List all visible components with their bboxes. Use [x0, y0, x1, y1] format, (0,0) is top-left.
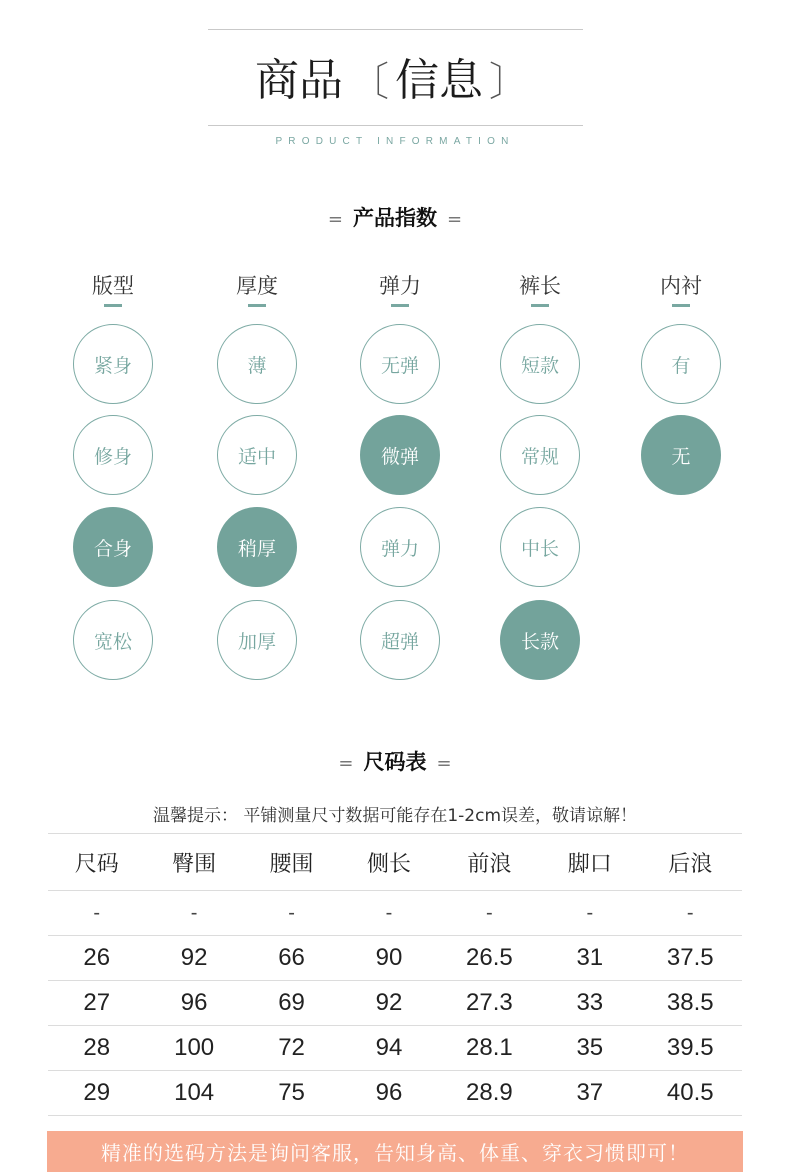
table-cell: 75 [243, 1071, 340, 1116]
index-option-selected: 合身 [73, 507, 153, 587]
table-cell: 39.5 [639, 1026, 742, 1071]
index-option: 超弹 [360, 600, 440, 680]
table-cell: 37.5 [639, 936, 742, 981]
table-cell: 92 [340, 981, 437, 1026]
divider-top [208, 29, 583, 30]
table-cell: 33 [541, 981, 638, 1026]
index-column-label: 厚度 [236, 274, 278, 298]
table-cell: 37 [541, 1071, 638, 1116]
index-column-label: 版型 [92, 274, 134, 298]
size-column-header: 脚口 [541, 834, 638, 891]
size-column-header: 尺码 [48, 834, 145, 891]
table-cell: - [340, 891, 437, 936]
table-cell: 96 [145, 981, 242, 1026]
table-cell: 72 [243, 1026, 340, 1071]
page-title [0, 52, 790, 111]
table-cell: 27 [48, 981, 145, 1026]
table-cell: - [438, 891, 541, 936]
index-column-label: 裤长 [519, 274, 561, 298]
table-cell: - [145, 891, 242, 936]
table-cell: 96 [340, 1071, 437, 1116]
size-column-header: 前浪 [438, 834, 541, 891]
eq-right: = [436, 753, 452, 774]
table-cell: 28 [48, 1026, 145, 1071]
index-option: 加厚 [217, 600, 297, 680]
table-cell: - [541, 891, 638, 936]
size-column-header: 后浪 [639, 834, 742, 891]
column-underline [531, 304, 549, 307]
title-left: 商品 [255, 55, 343, 106]
index-option: 适中 [217, 415, 297, 495]
table-cell: 26.5 [438, 936, 541, 981]
index-option-selected: 长款 [500, 600, 580, 680]
table-cell: 28.9 [438, 1071, 541, 1116]
table-cell: - [48, 891, 145, 936]
table-row [48, 1071, 742, 1116]
product-index-heading [0, 202, 790, 232]
column-underline [104, 304, 122, 307]
size-table [48, 833, 742, 1116]
table-cell: 28.1 [438, 1026, 541, 1071]
index-option: 短款 [500, 324, 580, 404]
table-cell: 100 [145, 1026, 242, 1071]
index-option-selected: 无 [641, 415, 721, 495]
column-underline [391, 304, 409, 307]
bracket-close: 〕 [489, 59, 529, 105]
index-option: 有 [641, 324, 721, 404]
index-option: 常规 [500, 415, 580, 495]
table-cell: 92 [145, 936, 242, 981]
table-cell: 26 [48, 936, 145, 981]
eq-left: = [338, 753, 354, 774]
table-cell: 31 [541, 936, 638, 981]
table-cell: - [243, 891, 340, 936]
size-chart-heading [0, 746, 790, 776]
table-cell: 40.5 [639, 1071, 742, 1116]
table-cell: 69 [243, 981, 340, 1026]
table-row [48, 981, 742, 1026]
eq-right: = [447, 209, 463, 230]
divider-bottom [208, 125, 583, 126]
size-column-header: 腰围 [243, 834, 340, 891]
measurement-tip: 温馨提示： 平铺测量尺寸数据可能存在1-2cm误差，敬请谅解！ [152, 806, 638, 826]
sizing-advice-banner: 精准的选码方法是询问客服，告知身高、体重、穿衣习惯即可！ [47, 1131, 743, 1172]
table-cell: 94 [340, 1026, 437, 1071]
size-table-header [48, 834, 742, 891]
table-row [48, 936, 742, 981]
index-option-selected: 微弹 [360, 415, 440, 495]
index-option: 弹力 [360, 507, 440, 587]
index-column-label: 内衬 [660, 274, 702, 298]
size-table-body [48, 891, 742, 1116]
index-option: 无弹 [360, 324, 440, 404]
table-cell: 27.3 [438, 981, 541, 1026]
index-option-selected: 稍厚 [217, 507, 297, 587]
table-row [48, 1026, 742, 1071]
table-cell: - [639, 891, 742, 936]
column-underline [248, 304, 266, 307]
index-column-label: 弹力 [379, 274, 421, 298]
product-index-title: 产品指数 [353, 206, 437, 230]
size-column-header: 臀围 [145, 834, 242, 891]
table-cell: 104 [145, 1071, 242, 1116]
table-cell: 66 [243, 936, 340, 981]
size-column-header: 侧长 [340, 834, 437, 891]
eq-left: = [327, 209, 343, 230]
table-cell: 38.5 [639, 981, 742, 1026]
table-row [48, 891, 742, 936]
index-option: 宽松 [73, 600, 153, 680]
bracket-open: 〔 [349, 59, 389, 105]
index-option: 薄 [217, 324, 297, 404]
page-subtitle: PRODUCT INFORMATION [275, 136, 515, 147]
column-underline [672, 304, 690, 307]
table-cell: 29 [48, 1071, 145, 1116]
index-option: 紧身 [73, 324, 153, 404]
title-right: 信息 [395, 55, 483, 106]
index-option: 修身 [73, 415, 153, 495]
table-cell: 35 [541, 1026, 638, 1071]
index-option: 中长 [500, 507, 580, 587]
table-cell: 90 [340, 936, 437, 981]
size-chart-title: 尺码表 [363, 750, 427, 774]
